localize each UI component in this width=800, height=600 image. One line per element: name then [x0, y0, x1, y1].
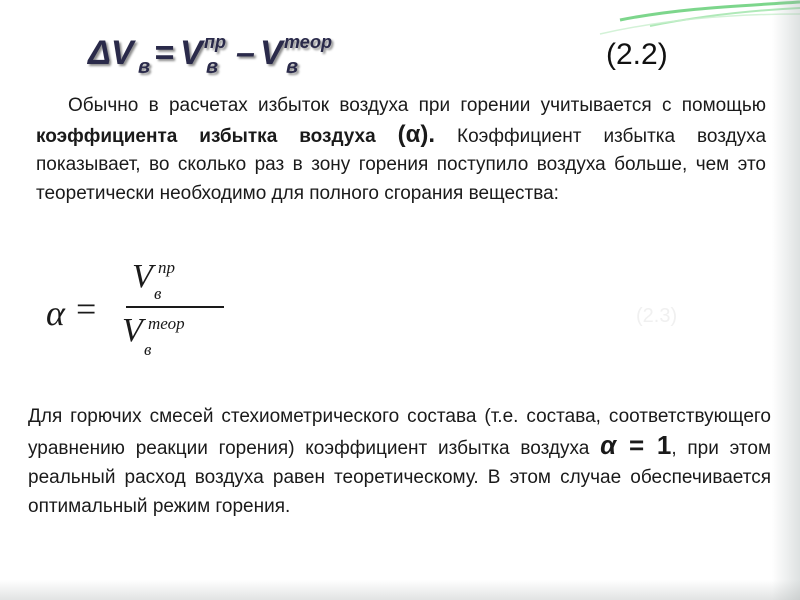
equals-sign: =	[154, 34, 174, 72]
numerator-v: V	[132, 258, 153, 295]
paragraph-text: Для горючих смесей стехиометрического состава (т.е. состава, соответствующего уравнению реакции горения) коэффициент избытка воздуха	[28, 406, 771, 459]
delta-v-symbol: ΔV	[88, 34, 134, 72]
superscript-pr: пр	[158, 258, 175, 277]
alpha-symbol: α	[600, 430, 617, 460]
denominator-v: V	[122, 312, 143, 349]
equation-number-2-2: (2.2)	[606, 38, 668, 71]
paragraph-excess-air	[36, 92, 766, 208]
fraction-bar	[126, 306, 224, 308]
alpha-notation: (α).	[397, 120, 436, 148]
equals-sign: =	[616, 430, 657, 460]
paragraph-text: Обычно в расчетах избыток воздуха при горении учитывается с помощью	[68, 95, 766, 116]
equation-number-2-3: (2.3)	[636, 305, 678, 327]
subscript-b: в	[144, 340, 152, 359]
formula-2-3	[46, 258, 226, 368]
superscript-teor: теор	[148, 314, 185, 333]
minus-sign: –	[236, 34, 255, 72]
paragraph-text: , при этом реальный расход воздуха равен теоретическому. В этом случае обеспечивается оптимальный режим горения.	[28, 438, 772, 517]
bold-term: коэффициента избытка воздуха	[36, 125, 376, 147]
paragraph-stoichiometric	[28, 402, 771, 521]
subscript-b: в	[286, 56, 299, 78]
superscript-teor: теор	[284, 32, 332, 52]
paragraph-text: Коэффициент избытка воздуха показывает, во сколько раз в зону горения поступило воздуха больше, чем это теоретически необходимо для полного сгорания вещества:	[36, 125, 767, 204]
v-symbol: V	[260, 34, 283, 72]
value-one: 1	[656, 430, 672, 460]
alpha-symbol: α	[46, 293, 65, 333]
superscript-pr: пр	[204, 32, 226, 52]
right-edge-shadow	[772, 0, 800, 600]
subscript-b: в	[138, 56, 151, 78]
bottom-edge-shadow	[0, 580, 800, 600]
subscript-b: в	[206, 56, 219, 78]
equals-sign: =	[76, 289, 97, 329]
v-symbol: V	[180, 34, 203, 72]
subscript-b: в	[154, 284, 162, 303]
formula-2-2	[88, 32, 358, 86]
